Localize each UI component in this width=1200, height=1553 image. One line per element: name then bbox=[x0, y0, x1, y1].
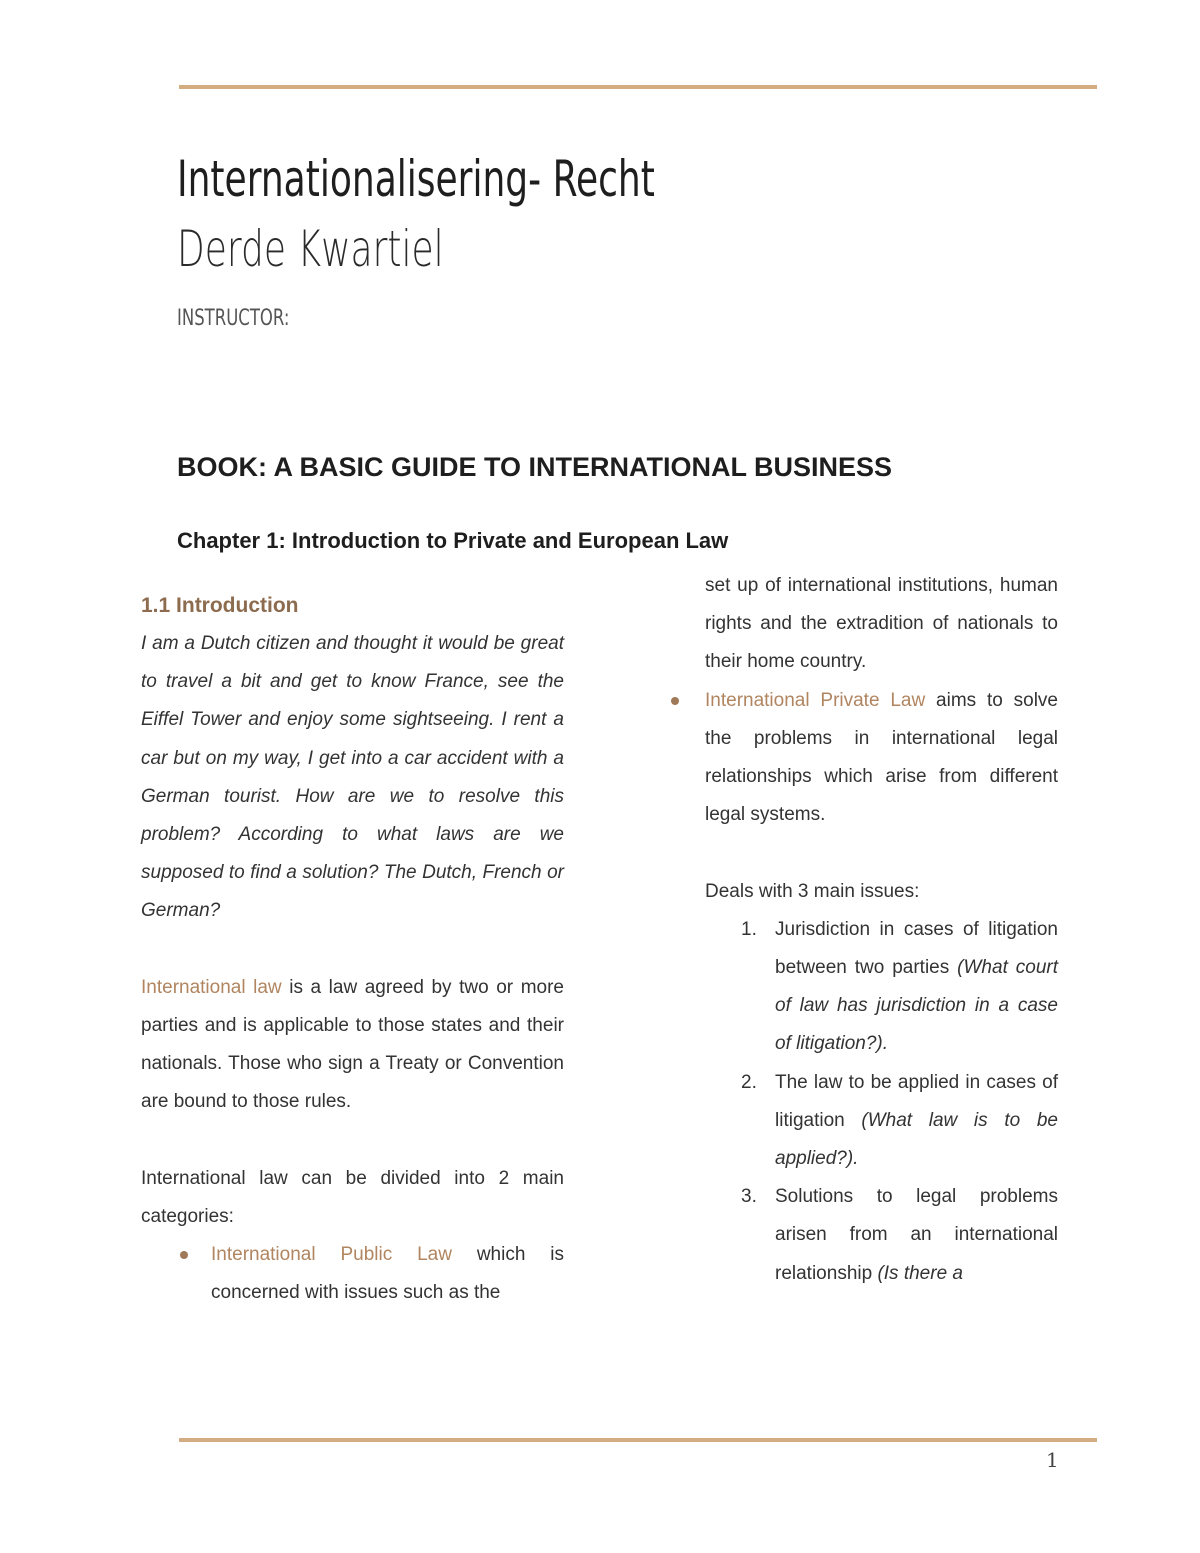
public-law-text: which is concerned with issues such as the bbox=[211, 1244, 564, 1304]
issue-text: The law to be applied in cases of litigation bbox=[775, 1071, 1058, 1131]
issue-item-3 bbox=[705, 1178, 1058, 1293]
instructor-label: INSTRUCTOR: bbox=[177, 306, 290, 331]
right-column bbox=[705, 567, 1058, 1293]
page-number: 1 bbox=[1046, 1448, 1059, 1472]
document-title bbox=[177, 150, 841, 278]
issue-italic: (Is there a bbox=[877, 1262, 963, 1284]
issue-number: 1. bbox=[741, 918, 757, 940]
bullet-private-law bbox=[705, 682, 1058, 835]
issue-number: 3. bbox=[741, 1186, 757, 1208]
categories-paragraph: International law can be divided into 2 main categories: bbox=[141, 1167, 564, 1228]
intl-law-text: is a law agreed by two or more parties and is applicable to those states and their nationals. Those who sign a Treaty or Convention are bound to those rules. bbox=[141, 976, 564, 1113]
public-law-term: International Public Law bbox=[211, 1244, 452, 1266]
issue-number: 2. bbox=[741, 1071, 757, 1093]
issue-item-1 bbox=[705, 911, 1058, 1064]
issue-text: Solutions to legal problems arisen from an international relationship bbox=[775, 1186, 1058, 1284]
title-line-2: Derde Kwartiel bbox=[177, 220, 444, 278]
book-heading: BOOK: A BASIC GUIDE TO INTERNATIONAL BUSINESS bbox=[177, 452, 893, 482]
intl-law-term: International law bbox=[141, 976, 282, 998]
bullet-public-law bbox=[141, 1236, 564, 1312]
issue-italic: (What court of law has jurisdiction in a case of litigation?). bbox=[775, 957, 1058, 1055]
intro-paragraph: I am a Dutch citizen and thought it would be great to travel a bit and get to know France, see the Eiffel Tower and enjoy some sightseeing. I rent a car but on my way, I get into a car accident with a German tourist. How are we to resolve this problem? According to what laws are we supposed to find a solution? The Dutch, French or German? bbox=[141, 633, 564, 922]
private-law-text: aims to solve the problems in international legal relationships which arise from different legal systems. bbox=[705, 689, 1059, 826]
section-title: 1.1 Introduction bbox=[141, 594, 299, 617]
bullet-icon bbox=[180, 1251, 188, 1259]
title-line-1: Internationalisering- Recht bbox=[177, 150, 655, 208]
private-law-term: International Private Law bbox=[705, 689, 926, 711]
continuation-paragraph: set up of international institutions, human rights and the extradition of nationals to their home country. bbox=[705, 575, 1058, 673]
top-rule bbox=[179, 85, 1097, 89]
issue-text: Jurisdiction in cases of litigation between two parties bbox=[775, 918, 1058, 979]
bottom-rule bbox=[179, 1438, 1097, 1442]
chapter-heading: Chapter 1: Introduction to Private and European Law bbox=[177, 528, 729, 553]
bullet-icon bbox=[671, 697, 679, 705]
intl-law-paragraph bbox=[141, 969, 564, 1122]
issue-italic: (What law is to be applied?). bbox=[775, 1109, 1058, 1170]
issues-intro: Deals with 3 main issues: bbox=[705, 880, 920, 902]
issue-item-2 bbox=[705, 1064, 1058, 1179]
left-column bbox=[141, 587, 564, 1313]
